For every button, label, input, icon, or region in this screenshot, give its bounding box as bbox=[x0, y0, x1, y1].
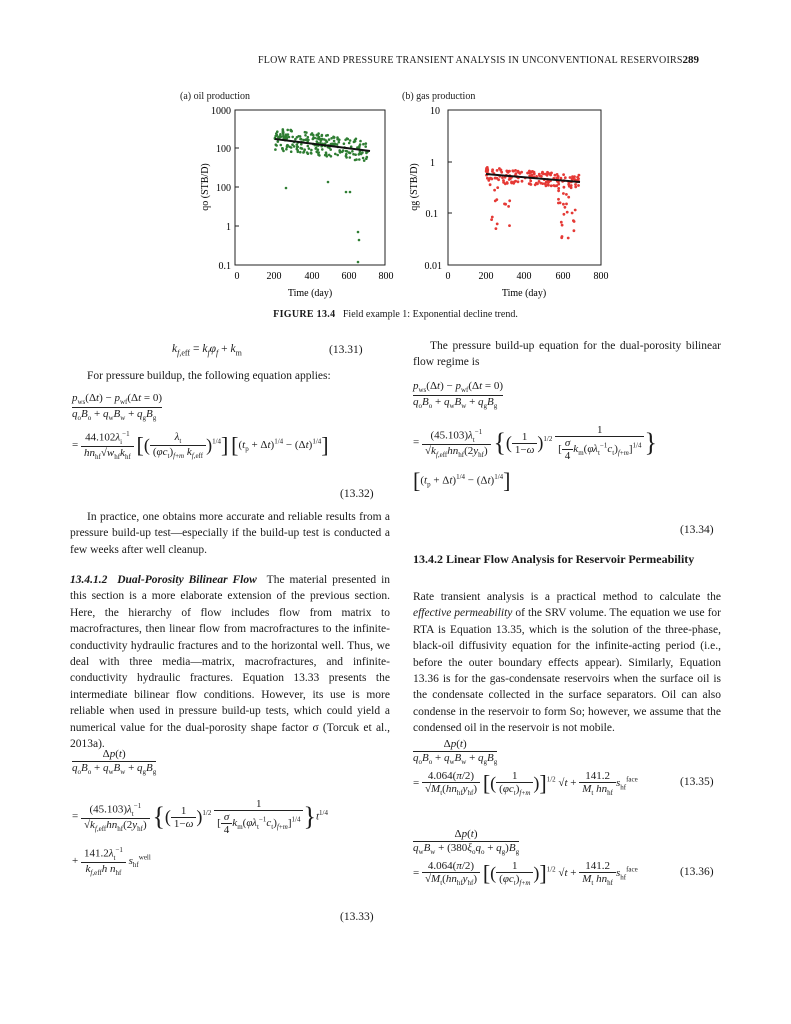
subsection-heading: 13.4.1.2 Dual-Porosity Bilinear Flow bbox=[70, 574, 257, 586]
oil-data-point bbox=[302, 151, 305, 154]
gas-data-point bbox=[511, 169, 514, 172]
oil-data-point bbox=[324, 154, 327, 157]
equation-number: (13.32) bbox=[340, 488, 374, 500]
equation-13-32: $p_{ws}(\Delta t) - p_{wf}(\Delta t = 0)$ $q_oB_o + q_wB_w + q_gB_g$ = $\frac{44.102\lambda_i^{-1}}{hn_{hf}√w_{hf}k_{hf}}$ [( $\frac{\lambda_t}{(\varphi c_t)_{f+m} k_{f,eff}}$ )$^{1/4}$] $[(t_p + \Delta t)^{1/4} - (\Delta t)^{1/4}]$ bbox=[72, 392, 329, 462]
oil-data-point bbox=[281, 147, 284, 150]
oil-data-point bbox=[357, 231, 360, 234]
gas-data-point bbox=[563, 213, 566, 216]
gas-data-point bbox=[486, 171, 489, 174]
oil-data-point bbox=[338, 139, 341, 142]
oil-data-point bbox=[307, 136, 310, 139]
oil-data-point bbox=[360, 153, 363, 156]
gas-data-point bbox=[508, 199, 511, 202]
gas-data-point bbox=[562, 173, 565, 176]
gas-data-point bbox=[491, 170, 494, 173]
oil-data-point bbox=[303, 148, 306, 151]
panel-a-title: (a) oil production bbox=[180, 91, 250, 102]
gas-data-point bbox=[574, 183, 577, 186]
equation-number: (13.35) bbox=[680, 776, 714, 788]
oil-data-point bbox=[274, 148, 277, 151]
panel-a-frame bbox=[235, 110, 385, 265]
gas-data-point bbox=[574, 209, 577, 212]
oil-data-point bbox=[320, 135, 323, 138]
gas-data-point bbox=[501, 176, 504, 179]
oil-data-point bbox=[325, 134, 328, 137]
oil-data-point bbox=[305, 138, 308, 141]
oil-data-point bbox=[354, 139, 357, 142]
oil-data-point bbox=[330, 137, 333, 140]
oil-data-point bbox=[300, 138, 303, 141]
oil-data-point bbox=[327, 181, 330, 184]
gas-data-point bbox=[557, 187, 560, 190]
figure-13-4-plots bbox=[180, 100, 610, 305]
oil-data-point bbox=[282, 131, 285, 134]
oil-data-point bbox=[304, 134, 307, 137]
oil-data-point bbox=[354, 153, 357, 156]
gas-data-point bbox=[487, 179, 490, 182]
gas-data-point bbox=[578, 174, 581, 177]
svg-text:10: 10 bbox=[430, 106, 440, 117]
oil-data-point bbox=[336, 154, 339, 157]
svg-text:600: 600 bbox=[341, 271, 357, 282]
oil-data-point bbox=[286, 129, 289, 132]
oil-data-point bbox=[310, 152, 313, 155]
gas-data-point bbox=[486, 168, 489, 171]
gas-data-point bbox=[514, 169, 517, 172]
oil-data-point bbox=[317, 151, 320, 154]
oil-data-point bbox=[349, 191, 352, 194]
gas-data-point bbox=[574, 186, 577, 189]
panel-a-ytick: 1 bbox=[226, 222, 231, 233]
gas-data-point bbox=[557, 202, 560, 205]
paragraph-buildup-intro: For pressure buildup, the following equation applies: bbox=[87, 370, 331, 382]
svg-text:0.01: 0.01 bbox=[424, 261, 442, 272]
oil-data-point bbox=[347, 138, 350, 141]
gas-data-point bbox=[496, 177, 499, 180]
oil-data-point bbox=[365, 152, 368, 155]
gas-data-point bbox=[552, 184, 555, 187]
oil-data-point bbox=[365, 142, 368, 145]
oil-data-point bbox=[323, 138, 326, 141]
gas-data-point bbox=[529, 180, 532, 183]
oil-data-point bbox=[345, 150, 348, 153]
oil-data-point bbox=[349, 139, 352, 142]
oil-data-point bbox=[302, 139, 305, 142]
gas-data-point bbox=[507, 205, 510, 208]
oil-data-point bbox=[299, 151, 302, 154]
gas-data-point bbox=[533, 173, 536, 176]
panel-a-ytick: 100 bbox=[216, 183, 231, 194]
gas-data-point bbox=[557, 175, 560, 178]
oil-data-point bbox=[345, 155, 348, 158]
oil-data-point bbox=[317, 132, 320, 135]
gas-data-point bbox=[564, 206, 567, 209]
gas-data-point bbox=[573, 229, 576, 232]
gas-data-point bbox=[502, 179, 505, 182]
oil-data-point bbox=[305, 131, 308, 134]
oil-data-point bbox=[318, 154, 321, 157]
oil-data-point bbox=[321, 148, 324, 151]
equation-number: (13.33) bbox=[340, 911, 374, 923]
oil-data-point bbox=[333, 140, 336, 143]
running-header: FLOW RATE AND PRESSURE TRANSIENT ANALYSIS IN UNCONVENTIONAL RESERVOIRS bbox=[258, 55, 683, 66]
gas-data-point bbox=[560, 177, 563, 180]
gas-data-point bbox=[571, 212, 574, 215]
gas-data-point bbox=[567, 237, 570, 240]
panel-b-title: (b) gas production bbox=[402, 91, 476, 102]
oil-data-point bbox=[297, 135, 300, 138]
gas-data-point bbox=[500, 169, 503, 172]
section-heading: 13.4.2 Linear Flow Analysis for Reservoir Permeability bbox=[413, 552, 695, 566]
svg-text:200: 200 bbox=[266, 271, 282, 282]
panel-b-frame bbox=[448, 110, 601, 265]
oil-data-point bbox=[297, 146, 300, 149]
gas-data-point bbox=[563, 186, 566, 189]
oil-data-point bbox=[316, 140, 319, 143]
oil-data-point bbox=[285, 187, 288, 190]
gas-data-point bbox=[569, 176, 572, 179]
gas-data-point bbox=[577, 184, 580, 187]
equation-13-34: $p_{ws}(\Delta t) - p_{wf}(\Delta t = 0)$ $q_oB_o + q_wB_w + q_gB_g$ = $\frac{(45.103)\lambda_t^{-1}}{√k_{f,eff}hn_{hf}(2y_{hf})}$ {( $\frac{1}{1-\omega}$ )$^{1/2}$ 1 [ $\frac{\sigma}{4}$ $k_m(\varphi\lambda_t^{-1}c_t)_{f+m}]^{1/4}$ } $[(t_p + \Delta t)^{1/4} - (\Delta t)^{1/4}]$ bbox=[413, 380, 657, 494]
oil-data-point bbox=[308, 147, 311, 150]
svg-text:400: 400 bbox=[304, 271, 320, 282]
panel-a-ytick: 100 bbox=[216, 144, 231, 155]
gas-data-point bbox=[491, 178, 494, 181]
oil-data-point bbox=[285, 148, 288, 151]
gas-data-point bbox=[508, 224, 511, 227]
paragraph-dual-porosity: 13.4.1.2 Dual-Porosity Bilinear Flow The material presented in this section is a more elaborate extension of the previous section. Here, the hierarchy of flow includes flow from matrix to macrofractures, then linear flow from macrofractures to the infinite-conductivity hydraulic fractures and to the horizontal well. Thus, we deal with three media—matrix, macrofractures, and infinite-conductivity hydraulic fractures. Equation 13.33 presents the intermediate bilinear flow conditions. However, its use is more reliable when used in pressure build-up tests, which could yield a numerical value for the dual-porosity shape factor σ (Torcuk et al., 2013a). bbox=[70, 574, 391, 751]
paragraph-practice: In practice, one obtains more accurate and reliable results from a pressure build-up test—especially if the build-up test is conducted a few weeks after well cleanup. bbox=[70, 511, 390, 556]
oil-data-point bbox=[286, 144, 289, 147]
oil-data-point bbox=[310, 133, 313, 136]
oil-data-point bbox=[364, 145, 367, 148]
oil-data-point bbox=[328, 154, 331, 157]
gas-data-point bbox=[515, 172, 518, 175]
svg-text:400: 400 bbox=[516, 271, 532, 282]
gas-data-point bbox=[538, 173, 541, 176]
oil-data-point bbox=[297, 151, 300, 154]
gas-data-point bbox=[517, 180, 520, 183]
gas-data-point bbox=[546, 174, 549, 177]
oil-data-point bbox=[277, 140, 280, 143]
oil-data-point bbox=[310, 149, 313, 152]
equation-number: (13.31) bbox=[329, 344, 363, 356]
panel-b-chart bbox=[409, 106, 609, 299]
figure-caption: FIGURE 13.4 Field example 1: Exponential decline trend. bbox=[273, 309, 518, 320]
paragraph-buildup-equation: The pressure build-up equation for the dual-porosity bilinear flow regime is bbox=[413, 340, 721, 369]
gas-data-point bbox=[494, 200, 497, 203]
svg-text:0: 0 bbox=[234, 271, 240, 282]
oil-data-point bbox=[328, 138, 331, 141]
oil-data-point bbox=[314, 147, 317, 150]
equation-13-36: Δp(t) $q_wB_w + (380\xi_oq_o + q_g)B_g$ = $\frac{4.064(\pi/2)}{√M_t(hn_{hf}y_{hf})}$ [( $\frac{1}{(\varphi c_t)_{f+m}}$ )]$^{1/2}$ √t + $\frac{141.2}{M_t hn_{hf}}$ $s_{hf}^{face}$ bbox=[413, 828, 638, 888]
oil-data-point bbox=[358, 239, 361, 242]
gas-data-point bbox=[544, 182, 547, 185]
gas-data-point bbox=[567, 196, 570, 199]
equation-number: (13.36) bbox=[680, 866, 714, 878]
oil-data-point bbox=[339, 150, 342, 153]
gas-data-point bbox=[565, 193, 568, 196]
svg-text:800: 800 bbox=[593, 271, 609, 282]
gas-data-point bbox=[517, 170, 520, 173]
panel-a-ylabel: qo (STB/D) bbox=[200, 163, 211, 211]
oil-data-point bbox=[299, 147, 302, 150]
gas-data-point bbox=[510, 181, 513, 184]
oil-data-point bbox=[307, 152, 310, 155]
equation-13-31: $k_{f,eff} = k_f\varphi_f + k_m$ bbox=[172, 343, 242, 358]
panel-a-xlabel: Time (day) bbox=[287, 288, 333, 299]
paragraph-rta: Rate transient analysis is a practical method to calculate the effective permeability of the SRV volume. The equation we use for RTA is Equation 13.35, which is the solution of the three-phase, black-oil diffusivity equation for the infinite-acting period (i.e., before the outer boundary effects appear). Similarly, Equation 13.36 is for the gas-condensate reservoirs when the surface oil is the condensate collected in the surface separators. Oil can also condense in the reservoir to form So; however, we assume that the condensed oil in the reservoir is not mobile. bbox=[413, 591, 721, 735]
gas-data-point bbox=[562, 203, 565, 206]
panel-a-ytick: 0.1 bbox=[218, 261, 231, 272]
gas-data-point bbox=[550, 172, 553, 175]
oil-data-point bbox=[290, 129, 293, 132]
oil-data-point bbox=[348, 142, 351, 145]
oil-data-point bbox=[351, 150, 354, 153]
page-number: 289 bbox=[682, 54, 699, 66]
oil-data-point bbox=[366, 156, 369, 159]
panel-a-xticks bbox=[235, 271, 394, 282]
gas-data-point bbox=[490, 218, 493, 221]
panel-b-ylabel: qg (STB/D) bbox=[409, 163, 420, 211]
oil-data-point bbox=[318, 138, 321, 141]
gas-data-point bbox=[560, 221, 563, 224]
gas-data-point bbox=[496, 169, 499, 172]
oil-data-point bbox=[282, 150, 285, 153]
gas-data-point bbox=[496, 186, 499, 189]
oil-data-point bbox=[307, 145, 310, 148]
gas-data-point bbox=[489, 183, 492, 186]
oil-data-point bbox=[291, 136, 294, 139]
gas-data-point bbox=[546, 183, 549, 186]
oil-data-point bbox=[358, 158, 361, 161]
oil-data-point bbox=[312, 138, 315, 141]
oil-data-point bbox=[290, 146, 293, 149]
gas-data-point bbox=[557, 183, 560, 186]
panel-b-xticks bbox=[446, 271, 609, 282]
gas-data-point bbox=[564, 176, 567, 179]
svg-text:1: 1 bbox=[430, 158, 435, 169]
oil-data-point bbox=[293, 145, 296, 148]
equation-13-35: Δp(t) $q_oB_o + q_wB_w + q_gB_g$ = $\frac{4.064(\pi/2)}{√M_t(hn_{hf}y_{hf})}$ [( $\frac{1}{(\varphi c_t)_{f+m}}$ )]$^{1/2}$ √t + $\frac{141.2}{M_t hn_{hf}}$ $s_{hf}^{face}$ bbox=[413, 738, 638, 798]
gas-data-point bbox=[573, 220, 576, 223]
svg-text:0: 0 bbox=[445, 271, 451, 282]
gas-data-point bbox=[560, 236, 563, 239]
oil-data-point bbox=[342, 149, 345, 152]
gas-data-point bbox=[534, 183, 537, 186]
oil-data-point bbox=[343, 142, 346, 145]
gas-data-point bbox=[566, 211, 569, 214]
oil-data-point bbox=[357, 261, 360, 264]
gas-data-point bbox=[557, 189, 560, 192]
oil-data-point bbox=[354, 159, 357, 162]
gas-data-point bbox=[565, 203, 568, 206]
oil-data-point bbox=[363, 159, 366, 162]
svg-text:800: 800 bbox=[378, 271, 394, 282]
oil-data-point bbox=[334, 143, 337, 146]
gas-data-point bbox=[550, 184, 553, 187]
gas-data-point bbox=[491, 216, 494, 219]
gas-data-point bbox=[493, 189, 496, 192]
oil-data-point bbox=[279, 133, 282, 136]
gas-data-point bbox=[521, 180, 524, 183]
oil-data-point bbox=[345, 191, 348, 194]
gas-data-point bbox=[496, 223, 499, 226]
oil-data-point bbox=[362, 143, 365, 146]
panel-b-xlabel: Time (day) bbox=[501, 288, 547, 299]
oil-data-point bbox=[275, 132, 278, 135]
oil-data-point bbox=[349, 156, 352, 159]
svg-text:600: 600 bbox=[555, 271, 571, 282]
gas-data-point bbox=[528, 170, 531, 173]
oil-data-point bbox=[359, 140, 362, 143]
gas-data-point bbox=[561, 224, 564, 227]
oil-data-point bbox=[290, 150, 293, 153]
equation-number: (13.34) bbox=[680, 524, 714, 536]
gas-data-point bbox=[573, 175, 576, 178]
panel-a-chart bbox=[200, 106, 394, 299]
gas-data-point bbox=[562, 192, 565, 195]
gas-data-point bbox=[495, 227, 498, 230]
panel-a-ytick: 1000 bbox=[211, 106, 231, 117]
gas-data-point bbox=[557, 198, 560, 201]
svg-text:200: 200 bbox=[478, 271, 494, 282]
oil-data-point bbox=[334, 153, 337, 156]
oil-data-point bbox=[288, 136, 291, 139]
oil-data-point bbox=[280, 144, 283, 147]
gas-data-point bbox=[539, 182, 542, 185]
gas-data-point bbox=[503, 203, 506, 206]
gas-data-point bbox=[528, 182, 531, 185]
svg-text:0.1: 0.1 bbox=[425, 209, 438, 220]
gas-data-point bbox=[508, 178, 511, 181]
gas-data-point bbox=[567, 183, 570, 186]
oil-data-point bbox=[362, 157, 365, 160]
oil-data-point bbox=[348, 151, 351, 154]
equation-13-33: Δp(t) $q_oB_o + q_wB_w + q_gB_g$ = $\frac{(45.103)\lambda_t^{-1}}{√k_{f,eff}hn_{hf}(2y_{hf})}$ {( $\frac{1}{1-\omega}$ )$^{1/2}$ 1 [ $\frac{\sigma}{4}$ $k_m(\varphi\lambda_t^{-1}c_t)_{f+m}]^{1/4}$ }$t^{1/4}$ + $\frac{141.2\lambda_t^{-1}}{k_{f,eff}h n_{hf}}$ $s_{hf}^{well}$ bbox=[72, 748, 328, 878]
oil-data-point bbox=[338, 141, 341, 144]
gas-data-point bbox=[504, 182, 507, 185]
gas-data-point bbox=[505, 170, 508, 173]
gas-data-point bbox=[570, 184, 573, 187]
gas-data-point bbox=[541, 172, 544, 175]
oil-data-point bbox=[275, 144, 278, 147]
